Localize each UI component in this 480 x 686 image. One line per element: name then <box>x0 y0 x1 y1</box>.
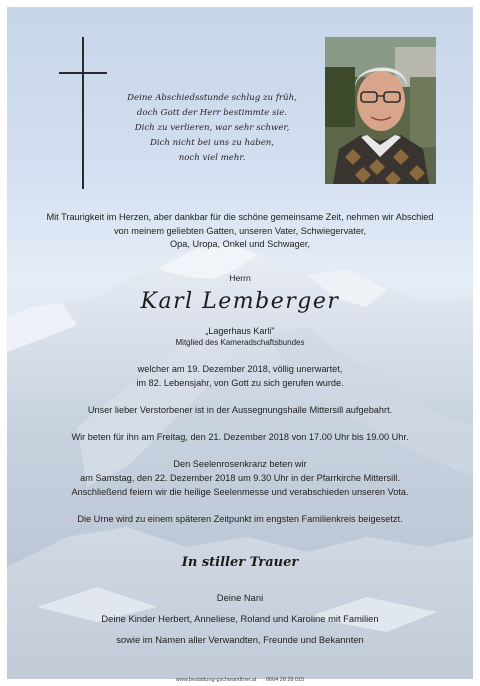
mourner-line: Deine Kinder Herbert, Anneliese, Roland und Karoline mit Familien <box>101 613 379 624</box>
intro-text <box>7 211 473 252</box>
deceased-portrait-photo <box>325 37 436 184</box>
obituary-card <box>7 7 473 679</box>
salutation: Herrn <box>229 273 251 283</box>
prayer-notice: Wir beten für ihn am Freitag, den 21. Dezember 2018 von 17.00 Uhr bis 19.00 Uhr. <box>71 432 409 442</box>
mourning-title: In stiller Trauer <box>181 555 299 570</box>
death-line: welcher am 19. Dezember 2018, völlig unerwartet, <box>137 364 343 374</box>
deceased-name: Karl Lemberger <box>140 289 340 314</box>
rosary-notice <box>7 458 473 485</box>
footer-website: www.bestattung-gschwandtner.at <box>175 677 257 683</box>
cross-icon <box>59 37 107 189</box>
rosary-line: am Samstag, den 22. Dezember 2018 um 9.30 Uhr in der Pfarrkirche Mittersill. <box>80 472 400 483</box>
poem-line: Deine Abschiedsstunde schlug zu früh, <box>127 93 297 103</box>
urn-notice: Die Urne wird zu einem späteren Zeitpunkt im engsten Familienkreis beigesetzt. <box>77 514 403 524</box>
death-line: im 82. Lebensjahr, von Gott zu sich gerufen wurde. <box>136 377 344 388</box>
poem-line: Dich zu verlieren, war sehr schwer, <box>134 123 290 133</box>
laid-out-notice: Unser lieber Verstorbener ist in der Aussegnungshalle Mittersill aufgebahrt. <box>87 405 393 415</box>
footer <box>0 677 480 683</box>
poem-line: noch viel mehr. <box>178 153 246 163</box>
footer-phone: 0664 28 28 015 <box>266 677 305 683</box>
mass-notice: Anschließend feiern wir die heilige Seelenmesse und verabschieden unseren Vota. <box>71 487 409 497</box>
nickname: „Lagerhaus Karli" <box>205 326 275 336</box>
intro-line: Mit Traurigkeit im Herzen, aber dankbar für die schöne gemeinsame Zeit, nehmen wir Abschied <box>46 212 434 222</box>
mourners-list <box>7 587 473 650</box>
poem-line: doch Gott der Herr bestimmte sie. <box>136 108 288 118</box>
membership: Mitglied des Kameradschaftsbundes <box>175 338 305 347</box>
mourner-line: Deine Nani <box>216 592 264 603</box>
rosary-line: Den Seelenrosenkranz beten wir <box>173 459 307 469</box>
intro-line: von meinem geliebten Gatten, unseren Vater, Schwiegervater, <box>113 225 367 236</box>
poem-line: Dich nicht bei uns zu haben, <box>149 138 275 148</box>
intro-line: Opa, Uropa, Onkel und Schwager, <box>170 239 310 250</box>
death-notice <box>7 363 473 390</box>
poem <box>112 91 312 166</box>
mourner-line: sowie im Namen aller Verwandten, Freunde und Bekannten <box>116 634 364 645</box>
